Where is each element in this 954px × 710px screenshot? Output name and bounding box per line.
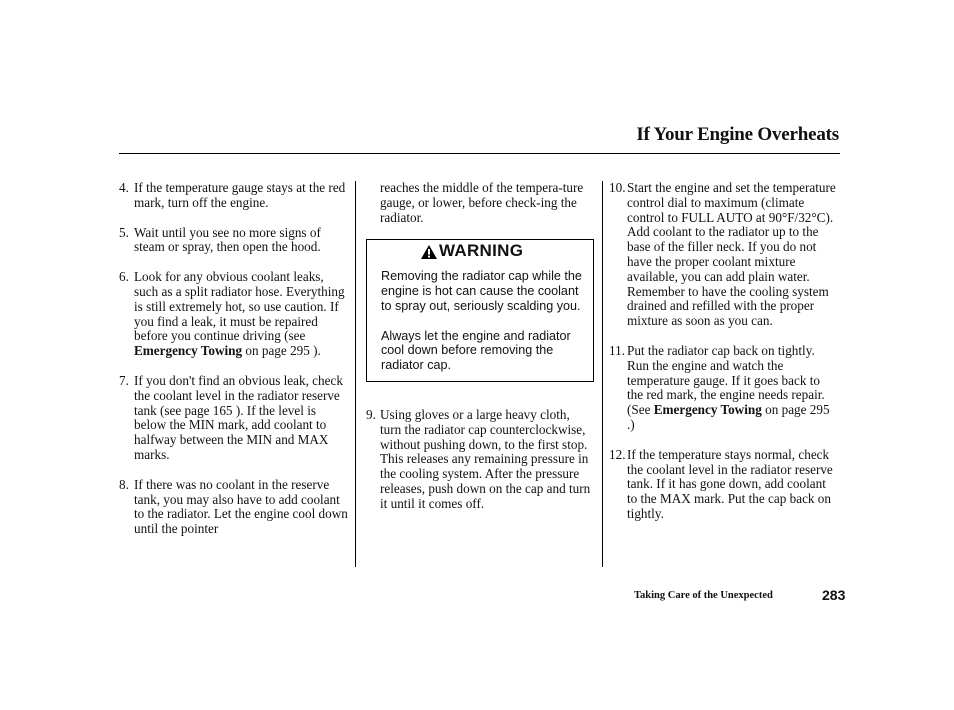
step-number: 4. xyxy=(119,180,129,195)
step-text: Using gloves or a large heavy cloth, turn the radiator cap counterclockwise, without pushing down, to the first stop. This releases any remaining pressure in the cooling system. After the pressure releases, push down on the cap and turn it until it comes off. xyxy=(380,406,591,511)
page-number: 283 xyxy=(822,587,846,603)
warning-header xyxy=(421,241,583,261)
step-8-continued: reaches the middle of the tempera-ture gauge, or lower, before check-ing the radiator. xyxy=(380,180,584,225)
warning-triangle-icon xyxy=(421,245,437,259)
warning-text-1: Removing the radiator cap while the engine is hot can cause the coolant to spray out, seriously scalding you. xyxy=(381,269,582,313)
step-number: 5. xyxy=(119,224,129,240)
warning-text-2: Always let the engine and radiator cool down before removing the radiator cap. xyxy=(381,328,571,373)
step-10 xyxy=(609,181,839,329)
step-4 xyxy=(119,181,350,211)
step-text-end: ). If the level is below the MIN mark, add coolant to halfway between the MIN and MAX marks. xyxy=(134,402,329,462)
step-text: Start the engine and set the temperature control dial to maximum (climate control to FULL AUTO at 90°F/32°C). Add coolant to the radiator up to the base of the filler neck. If you do not have the proper coolant mixture available, you can add plain water. Remember to have the cooling system drained and refilled with the proper mixture as soon as you can. xyxy=(627,180,836,329)
step-text: If there was no coolant in the reserve tank, you may also have to add coolant to the radiator. Let the engine cool down until the pointer xyxy=(134,476,348,537)
step-number: 10. xyxy=(609,180,626,195)
step-number: 9. xyxy=(366,406,376,422)
step-12 xyxy=(609,448,839,522)
step-number: 6. xyxy=(119,269,129,285)
step-5 xyxy=(119,226,350,256)
footer-section-title: Taking Care of the Unexpected xyxy=(634,590,773,601)
step-text: Put the radiator cap back on tightly. Run the engine and watch the temperature gauge. If it goes back to the red mark, the engine needs repair. (See xyxy=(627,342,825,418)
page-reference[interactable]: 295 xyxy=(290,343,310,359)
step-number: 12. xyxy=(609,446,626,462)
step-text: If you don't find an obvious leak, check the coolant level in the radiator reserve tank (see page xyxy=(134,372,343,418)
step-text: If the temperature stays normal, check the coolant level in the radiator reserve tank. If it has gone down, add coolant to the MAX mark. Put the cap back on tightly. xyxy=(627,446,833,521)
column-3 xyxy=(609,181,839,537)
page-reference[interactable]: 295 xyxy=(809,402,830,418)
step-number: 11. xyxy=(609,342,625,358)
step-text-cont: on page xyxy=(242,343,291,359)
warning-box xyxy=(366,239,594,382)
page-title: If Your Engine Overheats xyxy=(636,124,839,145)
step-text-end: .) xyxy=(627,416,635,432)
step-number: 8. xyxy=(119,476,129,492)
step-text: Wait until you see no more signs of steam or spray, then open the hood. xyxy=(134,224,321,255)
title-rule xyxy=(119,153,840,154)
step-text-cont: on page xyxy=(761,402,810,418)
column-divider-1 xyxy=(355,181,356,567)
warning-label: WARNING xyxy=(439,241,524,261)
step-11 xyxy=(609,344,839,433)
step-text-end: ). xyxy=(309,343,321,359)
column-1 xyxy=(119,181,350,552)
emergency-towing-link[interactable]: Emergency Towing xyxy=(653,402,762,418)
step-9 xyxy=(366,408,594,512)
column-2 xyxy=(366,181,594,527)
step-text: If the temperature gauge stays at the red mark, turn off the engine. xyxy=(134,180,346,210)
step-text: Look for any obvious coolant leaks, such as a split radiator hose. Everything is still extremely hot, so use caution. If you find a leak, it must be repaired before you continue driving (see xyxy=(134,269,345,344)
page-reference[interactable]: 165 xyxy=(212,402,233,418)
step-7 xyxy=(119,374,350,463)
step-number: 7. xyxy=(119,372,129,388)
emergency-towing-link[interactable]: Emergency Towing xyxy=(134,343,243,359)
step-8 xyxy=(119,478,350,537)
column-divider-2 xyxy=(602,181,603,567)
step-6 xyxy=(119,270,350,359)
